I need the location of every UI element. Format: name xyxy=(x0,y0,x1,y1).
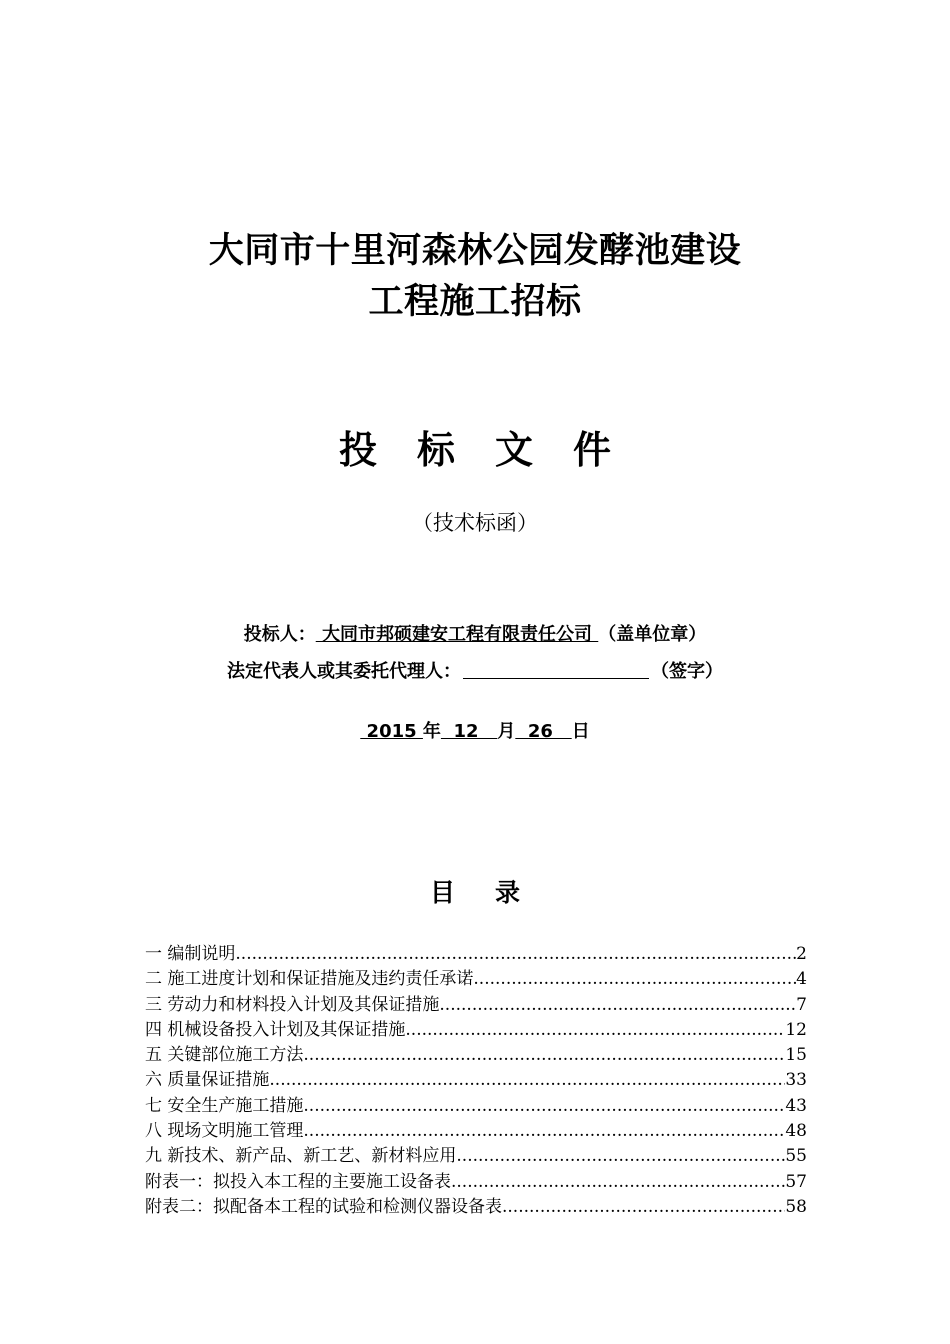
toc-heading: 目录 xyxy=(429,878,560,907)
toc-entry-label: 六 质量保证措施 xyxy=(145,1070,270,1091)
toc-entry[interactable] xyxy=(145,942,807,967)
toc-entry-page: 15 xyxy=(785,1045,807,1066)
document-type-heading: 投标文件 xyxy=(338,428,651,472)
toc-entry[interactable] xyxy=(145,993,807,1018)
toc-entry-page: 12 xyxy=(785,1019,807,1040)
representative-label: 法定代表人或其委托代理人： xyxy=(227,661,461,682)
date-month: 12 xyxy=(440,721,498,742)
bidder-label: 投标人： xyxy=(243,624,316,645)
toc-entry-label: 一 编制说明 xyxy=(145,944,236,964)
toc-entry-label: 附表一：拟投入本工程的主要施工设备表 xyxy=(145,1171,451,1192)
toc-entry[interactable] xyxy=(145,967,807,992)
toc-leader-dots xyxy=(473,967,796,992)
toc-entry-label: 附表二：拟配备本工程的试验和检测仪器设备表 xyxy=(145,1196,502,1217)
toc-entry[interactable] xyxy=(145,1144,807,1169)
toc-entry-label: 七 安全生产施工措施 xyxy=(145,1095,304,1116)
sign-note: （签字） xyxy=(651,661,723,682)
toc-entry-page: 57 xyxy=(785,1171,807,1192)
toc-entry-label: 三 劳动力和材料投入计划及其保证措施 xyxy=(145,994,440,1015)
document-subtype: （技术标函） xyxy=(412,511,538,535)
toc-leader-dots xyxy=(303,1043,785,1068)
toc-entry[interactable] xyxy=(145,1195,807,1220)
representative-line xyxy=(0,658,950,686)
toc-entry-label: 五 关键部位施工方法 xyxy=(145,1045,304,1066)
toc-leader-dots xyxy=(451,1170,785,1195)
table-of-contents xyxy=(145,942,807,1220)
project-title-line1: 大同市十里河森林公园发酵池建设 xyxy=(208,231,742,271)
toc-entry-page: 58 xyxy=(785,1196,807,1217)
date-year: 2015 xyxy=(360,721,423,742)
toc-entry-page: 43 xyxy=(785,1095,807,1116)
toc-entry[interactable] xyxy=(145,1170,807,1195)
toc-entry[interactable] xyxy=(145,1094,807,1119)
date-day: 26 xyxy=(515,721,572,742)
bidder-line xyxy=(0,621,950,649)
toc-leader-dots xyxy=(303,1094,785,1119)
date-month-unit: 月 xyxy=(497,721,516,742)
toc-leader-dots xyxy=(303,1119,785,1144)
toc-entry-label: 四 机械设备投入计划及其保证措施 xyxy=(145,1019,406,1040)
toc-leader-dots xyxy=(405,1018,785,1043)
toc-entry-label: 九 新技术、新产品、新工艺、新材料应用 xyxy=(145,1146,457,1167)
toc-leader-dots xyxy=(502,1195,785,1220)
seal-note: （盖单位章） xyxy=(598,624,707,645)
toc-entry-label: 二 施工进度计划和保证措施及违约责任承诺 xyxy=(145,969,474,990)
project-title-line2: 工程施工招标 xyxy=(368,282,582,322)
toc-leader-dots xyxy=(439,993,796,1018)
bidder-name: 大同市邦硕建安工程有限责任公司 xyxy=(315,624,599,645)
toc-entry[interactable] xyxy=(145,1068,807,1093)
date-day-unit: 日 xyxy=(571,721,590,742)
toc-entry-page: 4 xyxy=(796,969,807,990)
toc-entry-page: 7 xyxy=(796,994,807,1015)
toc-entry-page: 2 xyxy=(796,944,807,964)
date-line xyxy=(0,718,950,746)
toc-leader-dots xyxy=(456,1144,785,1169)
toc-entry-page: 48 xyxy=(785,1121,807,1142)
toc-leader-dots xyxy=(269,1068,785,1093)
toc-entry-page: 55 xyxy=(785,1146,807,1167)
date-year-unit: 年 xyxy=(422,721,441,742)
toc-entry-page: 33 xyxy=(785,1070,807,1091)
toc-entry[interactable] xyxy=(145,1018,807,1043)
toc-entry-label: 八 现场文明施工管理 xyxy=(145,1121,304,1142)
signature-blank xyxy=(463,660,649,679)
toc-entry[interactable] xyxy=(145,1119,807,1144)
toc-leader-dots xyxy=(235,942,796,967)
toc-entry[interactable] xyxy=(145,1043,807,1068)
